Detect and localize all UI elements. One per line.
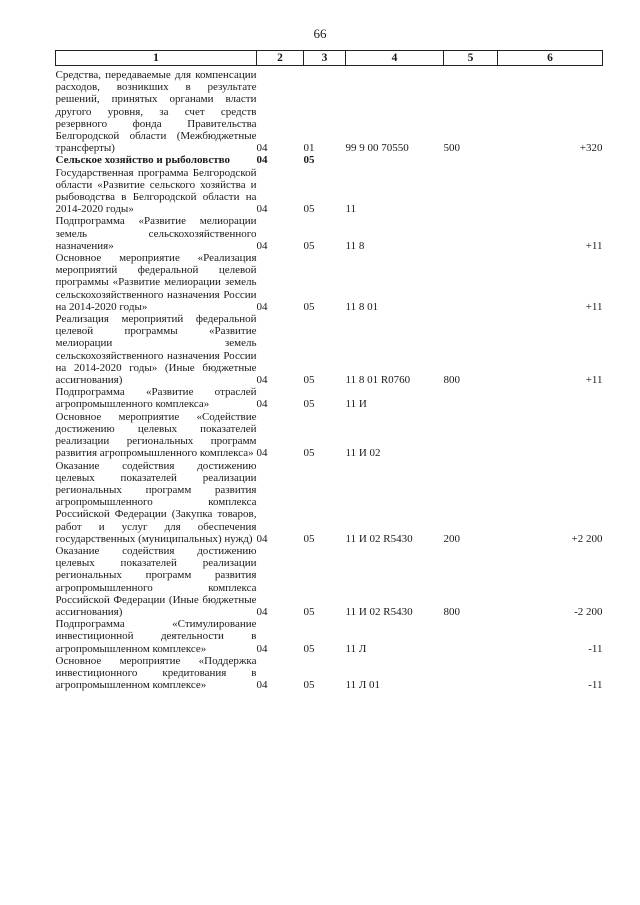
subsection-code: 05 bbox=[303, 447, 315, 460]
section-code: 04 bbox=[256, 679, 268, 692]
row-description: Подпрограмма «Развитие отраслей агропромышленного комплекса» bbox=[55, 386, 257, 411]
target-article-code: 11 8 bbox=[345, 239, 365, 252]
amount-change: -2 200 bbox=[574, 605, 603, 618]
expense-type-code bbox=[444, 411, 498, 460]
column-header: 4 bbox=[346, 51, 444, 66]
page-number: 66 bbox=[313, 26, 327, 41]
table-row bbox=[56, 252, 603, 313]
expense-type-code bbox=[444, 618, 498, 655]
subsection-code: 01 bbox=[303, 142, 315, 155]
row-description: Основное мероприятие «Поддержка инвестиционного кредитования в агропромышленном комплексе» bbox=[55, 654, 257, 692]
target-article-code: 11 И 02 R5430 bbox=[345, 605, 413, 618]
amount-change bbox=[498, 167, 603, 216]
expense-type-code bbox=[444, 215, 498, 252]
column-header: 5 bbox=[444, 51, 498, 66]
section-code: 04 bbox=[256, 605, 268, 618]
subsection-code: 05 bbox=[303, 374, 315, 387]
expense-type-code: 800 bbox=[443, 605, 460, 618]
table-row bbox=[56, 154, 603, 166]
amount-change: +2 200 bbox=[571, 532, 603, 545]
target-article-code: 11 И 02 R5430 bbox=[345, 532, 413, 545]
amount-change: -11 bbox=[588, 679, 603, 692]
section-code: 04 bbox=[256, 203, 268, 216]
row-description: Оказание содействия достижению целевых показателей реализации региональных программ развития агропромышленного комплекса Российской Федерации (Иные бюджетные ассигнования) bbox=[55, 544, 257, 618]
section-code: 04 bbox=[256, 532, 268, 545]
row-description: Государственная программа Белгородской области «Развитие сельского хозяйства и рыбоводства в Белгородской области на 2014-2020 годы» bbox=[55, 166, 257, 216]
subsection-code: 05 bbox=[303, 642, 315, 655]
expense-type-code bbox=[444, 655, 498, 692]
amount-change: -11 bbox=[588, 642, 603, 655]
subsection-code: 05 bbox=[303, 679, 315, 692]
table-row bbox=[56, 618, 603, 655]
expense-type-code bbox=[444, 167, 498, 216]
target-article-code bbox=[346, 154, 444, 166]
row-description: Сельское хозяйство и рыболовство bbox=[55, 154, 230, 167]
expense-type-code: 500 bbox=[443, 142, 460, 155]
expense-type-code bbox=[444, 252, 498, 313]
table-row bbox=[56, 545, 603, 618]
section-code: 04 bbox=[256, 447, 268, 460]
expense-type-code bbox=[444, 386, 498, 410]
table-row bbox=[56, 655, 603, 692]
column-header: 3 bbox=[304, 51, 346, 66]
row-description: Основное мероприятие «Реализация мероприятий федеральной целевой программы «Развитие мелиорации земель сельскохозяйственного назначения России на 2014-2020 годы» bbox=[55, 252, 257, 313]
row-description: Подпрограмма «Стимулирование инвестиционной деятельности в агропромышленном комплексе» bbox=[55, 618, 257, 655]
amount-change bbox=[498, 411, 603, 460]
amount-change: +11 bbox=[585, 239, 603, 252]
subsection-code: 05 bbox=[303, 203, 315, 216]
amount-change bbox=[498, 154, 603, 166]
table-row bbox=[56, 313, 603, 386]
section-code: 04 bbox=[256, 300, 268, 313]
table-header-row bbox=[56, 51, 603, 66]
column-header: 2 bbox=[257, 51, 304, 66]
target-article-code: 11 8 01 bbox=[345, 300, 379, 313]
target-article-code: 99 9 00 70550 bbox=[345, 142, 409, 155]
section-code: 04 bbox=[256, 374, 268, 387]
subsection-code: 05 bbox=[303, 239, 315, 252]
subsection-code: 05 bbox=[303, 154, 315, 167]
expense-type-code bbox=[444, 154, 498, 166]
target-article-code: 11 И bbox=[345, 398, 367, 411]
subsection-code: 05 bbox=[303, 605, 315, 618]
amount-change: +320 bbox=[579, 142, 603, 155]
row-description: Реализация мероприятий федеральной целевой программы «Развитие мелиорации земель сельскохозяйственного назначения России на 2014-2020 годы» (Иные бюджетные ассигнования) bbox=[55, 313, 257, 387]
target-article-code: 11 И 02 bbox=[345, 447, 381, 460]
amount-change: +11 bbox=[585, 374, 603, 387]
expense-type-code: 800 bbox=[443, 374, 460, 387]
row-description: Средства, передаваемые для компенсации расходов, возникших в результате решений, принятых органами власти другого уровня, за счет средств резервного фонда Правительства Белгородской области (Межбюджетные трансферты) bbox=[55, 69, 257, 155]
column-header: 6 bbox=[498, 51, 603, 66]
subsection-code: 05 bbox=[303, 532, 315, 545]
budget-table bbox=[55, 50, 603, 691]
table-row bbox=[56, 66, 603, 155]
target-article-code: 11 bbox=[345, 203, 357, 216]
row-description: Подпрограмма «Развитие мелиорации земель сельскохозяйственного назначения» bbox=[55, 215, 257, 252]
subsection-code: 05 bbox=[303, 300, 315, 313]
section-code: 04 bbox=[256, 154, 268, 167]
table-row bbox=[56, 167, 603, 216]
section-code: 04 bbox=[256, 642, 268, 655]
subsection-code: 05 bbox=[303, 398, 315, 411]
amount-change bbox=[498, 386, 603, 410]
expense-type-code: 200 bbox=[443, 532, 460, 545]
row-description: Основное мероприятие «Содействие достижению целевых показателей реализации региональных программ развития агропромышленного комплекса» bbox=[55, 410, 257, 460]
target-article-code: 11 8 01 R0760 bbox=[345, 374, 411, 387]
row-description: Оказание содействия достижению целевых показателей реализации региональных программ развития агропромышленного комплекса Российской Федерации (Закупка товаров, работ и услуг для обеспечения государственных (муниципальных) нужд) bbox=[55, 459, 257, 545]
section-code: 04 bbox=[256, 142, 268, 155]
table-row bbox=[56, 411, 603, 460]
section-code: 04 bbox=[256, 398, 268, 411]
target-article-code: 11 Л bbox=[345, 642, 367, 655]
table-row bbox=[56, 460, 603, 545]
table-row bbox=[56, 215, 603, 252]
table-row bbox=[56, 386, 603, 410]
amount-change: +11 bbox=[585, 300, 603, 313]
column-header: 1 bbox=[56, 51, 257, 66]
target-article-code: 11 Л 01 bbox=[345, 679, 381, 692]
section-code: 04 bbox=[256, 239, 268, 252]
